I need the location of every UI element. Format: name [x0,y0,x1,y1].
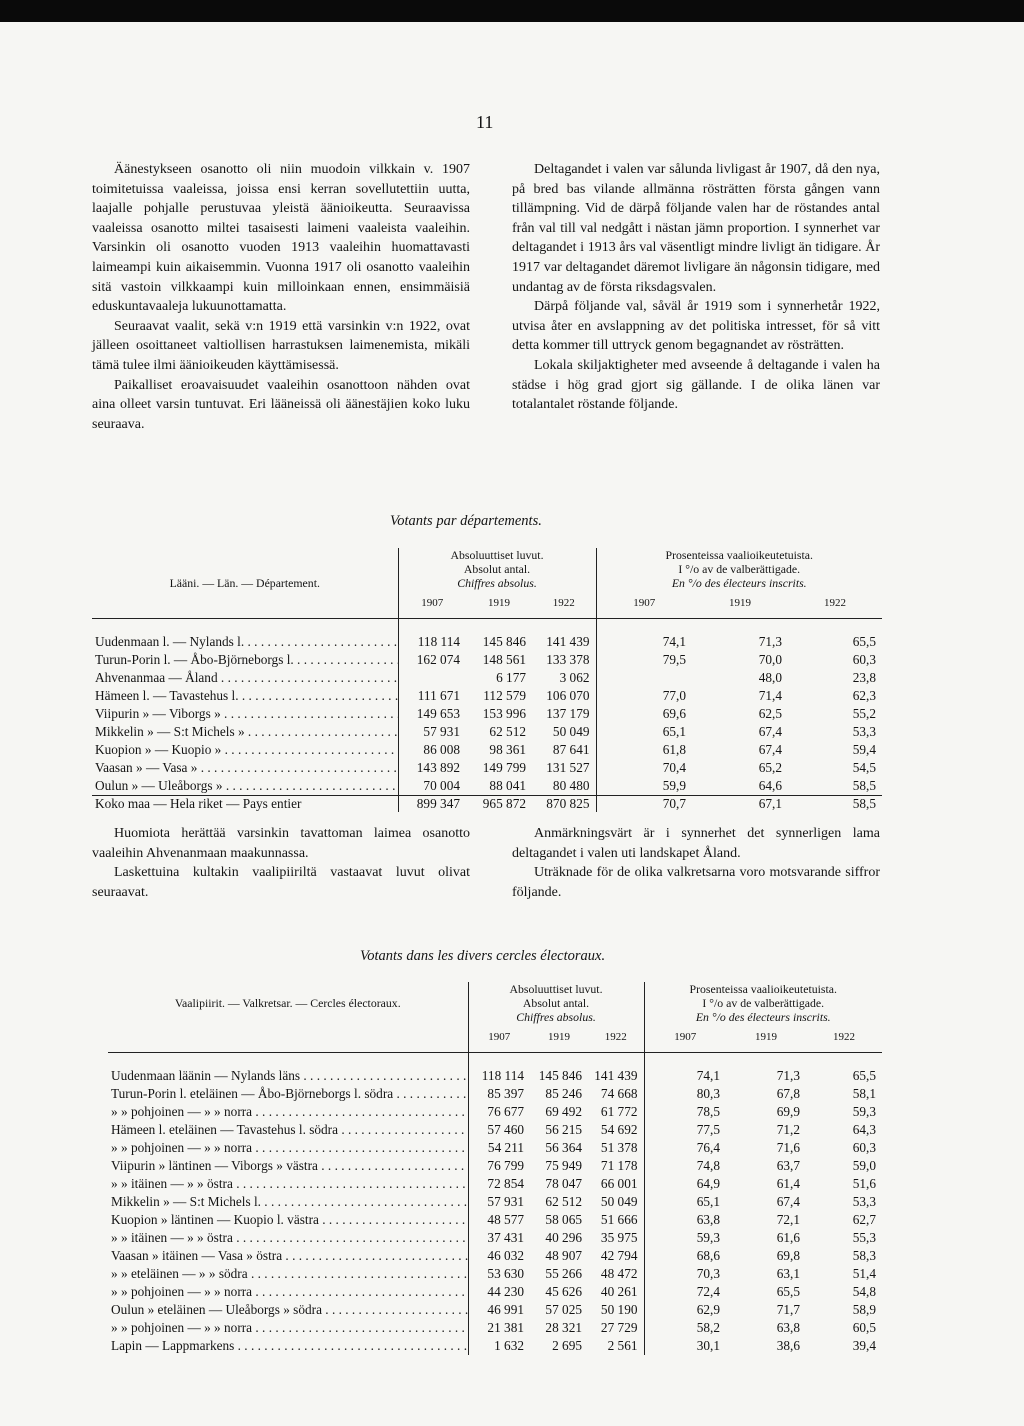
year-header: 1907 [644,1024,726,1053]
row-label-text: Hämeen l. eteläinen — Tavastehus l. södra . . . [111,1122,468,1137]
table-cell: 69 492 [545,1104,582,1119]
finnish-text-column [92,160,470,434]
table-cell: 85 246 [545,1086,582,1101]
table-cell: 88 041 [489,777,526,793]
swedish-paragraph: Lokala skiljaktigheter med avseende å deltagande i valen ha städse i hög grad gjort sig gällande. I de olika länen var totalantalet röstande följande. [512,357,880,413]
table-cell: 59,0 [852,1158,876,1173]
table-cell: 66 001 [600,1176,638,1191]
table-cell: 118 114 [468,1067,530,1085]
table-cell: 46 032 [468,1247,530,1265]
table-cell: 70,3 [644,1265,726,1283]
table-cell: 61,8 [596,741,692,759]
year-header: 1919 [692,590,788,619]
row-label [108,1067,468,1085]
row-label [92,777,398,795]
swedish-paragraph: Därpå följande val, såväl år 1919 som i synnerhetår 1922, utvisa åter en avslappning av det politiska intresset, för så vitt detta kommer till uttryck genom begagnandet av rösträtten. [512,299,880,354]
row-label [92,687,398,705]
table-cell: 51,6 [852,1176,876,1191]
table-cell: 51 378 [600,1140,638,1155]
table-cell: 62,5 [758,706,782,721]
table-cell: 71,7 [776,1302,800,1317]
table-cell: 64,6 [758,777,782,793]
row-label [92,741,398,759]
table-cell: 69,6 [596,705,692,723]
table-cell: 80 480 [552,777,590,793]
table-cell: 72,1 [776,1212,800,1227]
row-label [108,1193,468,1211]
table-row [108,1067,882,1085]
finnish-mid-text [92,824,470,902]
row-label [108,1265,468,1283]
table-cell: 23,8 [852,670,876,685]
table-cell: 76 799 [468,1157,530,1175]
table-cell: 68,6 [644,1247,726,1265]
row-label-text: » » eteläinen — » » södra . . . [111,1266,468,1281]
table-cell: 76 677 [468,1103,530,1121]
table-cell: 148 561 [482,652,526,667]
finnish-paragraph: Laskettuina kultakin vaalipiiriltä vastaavat luvut olivat seuraavat. [92,865,470,900]
swedish-paragraph: Uträknade för de olika valkretsarna voro motsvarande siffror följande. [512,865,880,900]
table-cell: 58,3 [852,1248,876,1263]
table1-total-row [92,795,882,812]
header-line: En °/o des électeurs inscrits. [695,1010,831,1024]
table-row [92,705,882,723]
table-cell: 53 630 [468,1265,530,1283]
table-cell: 57 025 [545,1302,582,1317]
table-cell: 57 931 [398,723,466,741]
table-cell: 54,8 [852,1284,876,1299]
table-cell: 67,4 [758,724,782,739]
table-cell: 141 439 [594,1068,638,1083]
table-row [108,1103,882,1121]
row-label [92,705,398,723]
table-cell: 86 008 [398,741,466,759]
table-cell: 62 512 [489,724,526,739]
table-cell: 63,8 [644,1211,726,1229]
table-cell: 62 512 [545,1194,582,1209]
table-cell: 63,8 [776,1320,800,1335]
table-cell: 153 996 [482,706,526,721]
table2-column-label: Vaalipiirit. — Valkretsar. — Cercles électoraux. [174,996,401,1010]
table-cell: 79,5 [596,651,692,669]
row-label-text: Viipurin » — Viborgs » . . . [95,706,398,721]
table-cell: 3 062 [559,670,590,685]
table-row [108,1265,882,1283]
table-cell: 61,4 [776,1176,800,1191]
row-label-text: Kuopion » — Kuopio » . . . [95,742,398,757]
table-cell: 50 049 [600,1194,638,1209]
table-cell: 65,5 [852,1068,876,1083]
table-cell: 62,7 [852,1212,876,1227]
table-cell: 71 178 [600,1158,638,1173]
table-cell: 54 211 [468,1139,530,1157]
row-label-text: Kuopion » läntinen — Kuopio l. västra . . . [111,1212,468,1227]
table-cell: 50 049 [552,724,590,739]
row-label-text: Ahvenanmaa — Åland . . . [95,670,398,685]
year-header: 1907 [398,590,466,619]
table-cell: 145 846 [538,1068,582,1083]
table-cell: 106 070 [546,688,590,703]
table-cell: 71,3 [758,634,782,649]
table-cell: 77,5 [644,1121,726,1139]
year-header: 1919 [530,1024,588,1053]
table-cell: 39,4 [852,1338,876,1353]
table-cell: 53,3 [852,724,876,739]
table-cell: 74,1 [596,633,692,651]
table-cell: 56 364 [545,1140,582,1155]
year-header: 1922 [532,590,596,619]
row-label [92,651,398,669]
table-cell: 62,9 [644,1301,726,1319]
table-row [92,759,882,777]
table-cell: 143 892 [398,759,466,777]
table-cell: 40 296 [545,1230,582,1245]
row-label-text: Mikkelin » — S:t Michels l. . . . [111,1194,468,1209]
table-cell: 48 577 [468,1211,530,1229]
row-label [108,1121,468,1139]
table-row [92,777,882,795]
year-header: 1922 [588,1024,644,1053]
row-label-text: Uudenmaan läänin — Nylands läns . . . [111,1068,468,1083]
finnish-paragraph: Huomiota herättää varsinkin tavattoman laimea osanotto vaaleihin Ahvenanmaan maakunnassa. [92,826,470,861]
table-row [108,1301,882,1319]
table-cell: 71,6 [776,1140,800,1155]
total-cell: 58,5 [788,795,882,812]
table-cell: 65,5 [852,634,876,649]
table-cell: 61 772 [600,1104,638,1119]
table-cell: 55,2 [852,706,876,721]
table-cell: 58,2 [644,1319,726,1337]
table-cell: 137 179 [546,706,590,721]
table-cell: 77,0 [596,687,692,705]
header-line: Chiffres absolus. [516,1010,596,1024]
swedish-text-column [512,160,880,415]
table2-absolute-header [468,982,644,1024]
table-row [92,669,882,687]
row-label [92,723,398,741]
row-label [108,1175,468,1193]
table1-percent-header [596,548,882,590]
year-header: 1919 [466,590,532,619]
row-label-text: Turun-Porin l. eteläinen — Åbo-Björneborgs l. södra . . . [111,1086,468,1101]
table1-absolute-header [398,548,596,590]
table-cell: 98 361 [489,742,526,757]
table-cell: 46 991 [468,1301,530,1319]
table-cell: 54,5 [852,760,876,775]
finnish-paragraph: Paikalliset eroavaisuudet vaaleihin osanottoon nähden ovat aina olleet varsin tuntuvat. Eri lääneissä oli äänestäjien koko luku seuraava. [92,377,470,432]
table-cell: 71,3 [776,1068,800,1083]
row-label-text: » » itäinen — » » östra . . . [111,1176,468,1191]
row-label-text: » » pohjoinen — » » norra . . . [111,1284,468,1299]
table-cell: 57 460 [468,1121,530,1139]
row-label [108,1139,468,1157]
table-cell: 60,3 [852,1140,876,1155]
table-cell: 60,3 [852,652,876,667]
table-row [108,1247,882,1265]
table-cell: 38,6 [776,1338,800,1353]
table-cell: 56 215 [545,1122,582,1137]
swedish-paragraph: Anmärkningsvärt är i synnerhet det synnerligen lama deltagandet i valen uti landskapet Åland. [512,826,880,861]
table-cell: 51,4 [852,1266,876,1281]
table-row [108,1337,882,1355]
table-cell: 69,9 [776,1104,800,1119]
table-cell: 78,5 [644,1103,726,1121]
total-cell: 870 825 [532,795,596,812]
table-cell: 61,6 [776,1230,800,1245]
table-cell [596,669,692,687]
total-label: Koko maa — Hela riket — Pays entier [92,795,398,812]
header-line: I °/o av de valberättigade. [678,562,801,576]
table-cell: 64,3 [852,1122,876,1137]
table-cell: 58,1 [852,1086,876,1101]
table-cell: 59,9 [596,777,692,795]
table-cell: 54 692 [600,1122,638,1137]
year-header: 1907 [596,590,692,619]
departments-table [92,548,882,812]
table-cell: 65,1 [596,723,692,741]
table-cell: 133 378 [546,652,590,667]
table-row [108,1085,882,1103]
table-cell: 74,1 [644,1067,726,1085]
header-line: En °/o des électeurs inscrits. [671,576,807,590]
table-cell: 65,1 [644,1193,726,1211]
table-cell: 67,4 [758,742,782,757]
table-cell: 50 190 [600,1302,638,1317]
table-row [108,1319,882,1337]
header-line: Absoluuttiset luvut. [509,982,603,996]
table-cell: 71,4 [758,688,782,703]
table-row [108,1229,882,1247]
table-cell: 71,2 [776,1122,800,1137]
row-label-text: Vaasan » — Vasa » . . . [95,760,398,775]
table-cell: 63,7 [776,1158,800,1173]
finnish-paragraph: Seuraavat vaalit, sekä v:n 1919 että varsinkin v:n 1922, ovat jälleen osoittaneet valtiollisen harrastuksen laimenemista, mikäli tämä tulee ilmi äänioikeuden käyttämisessä. [92,318,470,373]
table-cell: 35 975 [600,1230,638,1245]
row-label [92,633,398,651]
table-cell: 72 854 [468,1175,530,1193]
table-row [108,1211,882,1229]
table-cell: 27 729 [600,1320,638,1335]
table-cell: 59,3 [644,1229,726,1247]
table-cell: 58 065 [545,1212,582,1227]
finnish-paragraph: Äänestykseen osanotto oli niin muodoin vilkkain v. 1907 toimitetuissa vaaleissa, joissa ensi kerran sovellutettiin uutta, laajalle pohjalle perustuvaa yleistä äänioikeutta. Seuraavissa vaaleissa osanotto miltei tasaisesti laimeni vaaleista vaaleihin. Varsinkin oli osanotto vuoden 1913 vaaleihin huomattavasti laimeampi kuin aikaisemmin. Vuonna 1917 oli osanotto vaaleihin sitä vastoin vilkkaampi kuin milloinkaan ennen, ensimmäisiä eduskuntavaaleja lukuunottamatta. [92,162,470,315]
table-cell: 112 579 [483,688,526,703]
table-row [108,1283,882,1301]
table-cell [398,669,466,687]
row-label-text: Mikkelin » — S:t Michels » . . . [95,724,398,739]
row-label-text: Viipurin » läntinen — Viborgs » västra . . . [111,1158,468,1173]
scan-top-border [0,0,1024,22]
year-header: 1922 [806,1024,882,1053]
table-row [92,687,882,705]
table-row [92,723,882,741]
table-cell: 48 472 [600,1266,638,1281]
table-cell: 28 321 [545,1320,582,1335]
row-label-text: Oulun » eteläinen — Uleåborgs » södra . . . [111,1302,468,1317]
row-label [108,1085,468,1103]
page-number: 11 [476,112,494,132]
table-cell: 75 949 [545,1158,582,1173]
table-cell: 162 074 [398,651,466,669]
table-cell: 59,3 [852,1104,876,1119]
table-cell: 141 439 [546,634,590,649]
year-header: 1922 [788,590,882,619]
table-cell: 57 931 [468,1193,530,1211]
row-label [108,1103,468,1121]
total-cell: 965 872 [466,795,532,812]
table-row [92,633,882,651]
header-line: Prosenteissa vaalioikeutetuista. [665,548,813,562]
table-cell: 72,4 [644,1283,726,1301]
table-cell: 30,1 [644,1337,726,1355]
header-line: Absoluuttiset luvut. [450,548,544,562]
table-cell: 74,8 [644,1157,726,1175]
table-cell: 42 794 [600,1248,638,1263]
table-cell: 65,5 [776,1284,800,1299]
table-cell: 149 799 [482,760,526,775]
row-label [108,1301,468,1319]
table-cell: 48,0 [758,670,782,685]
row-label-text: » » pohjoinen — » » norra . . . [111,1320,468,1335]
header-line: Absolut antal. [463,562,531,576]
header-line: Chiffres absolus. [457,576,537,590]
swedish-paragraph: Deltagandet i valen var sålunda livligast år 1907, då den nya, på bred bas vilande allmänna rösträtten första gången vann tillämpning. Vid de därpå följande valen har de röstandes antal från val till val nedgått i nästan jämn proportion. I synnerhet var deltagandet i 1913 års val väsentligt mindre livligt än tidigare. År 1917 var deltagandet däremot livligare än någonsin tidigare, med undantag av de första riksdagsvalen. [512,162,880,295]
table-cell: 1 632 [468,1337,530,1355]
table2-caption: Votants dans les divers cercles électoraux. [360,948,606,964]
row-label-text: Turun-Porin l. — Åbo-Björneborgs l. . . . [95,652,398,667]
table-cell: 63,1 [776,1266,800,1281]
table-cell: 131 527 [546,760,590,775]
row-label [108,1211,468,1229]
total-cell: 70,7 [596,795,692,812]
table-cell: 76,4 [644,1139,726,1157]
table-cell: 59,4 [852,742,876,757]
row-label [92,669,398,687]
row-label-text: » » itäinen — » » östra . . . [111,1230,468,1245]
table-cell: 2 695 [552,1338,582,1353]
header-line: Prosenteissa vaalioikeutetuista. [689,982,837,996]
row-label [108,1283,468,1301]
row-label [108,1229,468,1247]
swedish-mid-text [512,824,880,902]
row-label [108,1319,468,1337]
total-cell: 899 347 [398,795,466,812]
table-cell: 74 668 [600,1086,638,1101]
row-label [108,1337,468,1355]
row-label-text: Uudenmaan l. — Nylands l. . . . [95,634,398,649]
table-cell: 64,9 [644,1175,726,1193]
table-cell: 85 397 [468,1085,530,1103]
table2-percent-header [644,982,882,1024]
table-cell: 145 846 [482,634,526,649]
table-cell: 111 671 [398,687,466,705]
year-header: 1907 [468,1024,530,1053]
total-cell: 67,1 [692,795,788,812]
table-row [108,1121,882,1139]
table-cell: 58,9 [852,1302,876,1317]
table-cell: 51 666 [600,1212,638,1227]
table1-caption: Votants par départements. [390,513,542,529]
table-cell: 70 004 [398,777,466,795]
table-cell: 60,5 [852,1320,876,1335]
table-cell: 55 266 [545,1266,582,1281]
row-label [92,759,398,777]
table-row [92,741,882,759]
row-label [108,1247,468,1265]
table-row [108,1193,882,1211]
table-cell: 80,3 [644,1085,726,1103]
table-row [92,651,882,669]
table-cell: 69,8 [776,1248,800,1263]
table-row [108,1139,882,1157]
table-cell: 21 381 [468,1319,530,1337]
table-cell: 40 261 [600,1284,638,1299]
table-cell: 45 626 [545,1284,582,1299]
row-label-text: Oulun » — Uleåborgs » . . . [95,778,398,793]
table-cell: 37 431 [468,1229,530,1247]
table-cell: 65,2 [758,760,782,775]
table-cell: 70,0 [758,652,782,667]
table-cell: 67,4 [776,1194,800,1209]
year-header: 1919 [726,1024,806,1053]
row-label-text: » » pohjoinen — » » norra . . . [111,1140,468,1155]
row-label-text: Lapin — Lappmarkens . . . [111,1338,468,1353]
table-cell: 2 561 [607,1338,638,1353]
table-cell: 58,5 [852,777,876,793]
row-label [108,1157,468,1175]
row-label-text: Vaasan » itäinen — Vasa » östra . . . [111,1248,468,1263]
table-cell: 70,4 [596,759,692,777]
table-cell: 62,3 [852,688,876,703]
header-line: I °/o av de valberättigade. [702,996,825,1010]
table-cell: 149 653 [398,705,466,723]
table-cell: 53,3 [852,1194,876,1209]
row-label-text: Hämeen l. — Tavastehus l. . . . [95,688,398,703]
table-cell: 44 230 [468,1283,530,1301]
row-label-text: » » pohjoinen — » » norra . . . [111,1104,468,1119]
table1-column-label: Lääni. — Län. — Département. [169,576,320,590]
table-cell: 48 907 [545,1248,582,1263]
table-cell: 118 114 [398,633,466,651]
table-cell: 87 641 [552,742,590,757]
table-row [108,1175,882,1193]
table-cell: 67,8 [776,1086,800,1101]
table-row [108,1157,882,1175]
table-cell: 55,3 [852,1230,876,1245]
electoral-circles-table [108,982,882,1355]
header-line: Absolut antal. [522,996,590,1010]
table-cell: 78 047 [545,1176,582,1191]
table-cell: 6 177 [496,670,526,685]
